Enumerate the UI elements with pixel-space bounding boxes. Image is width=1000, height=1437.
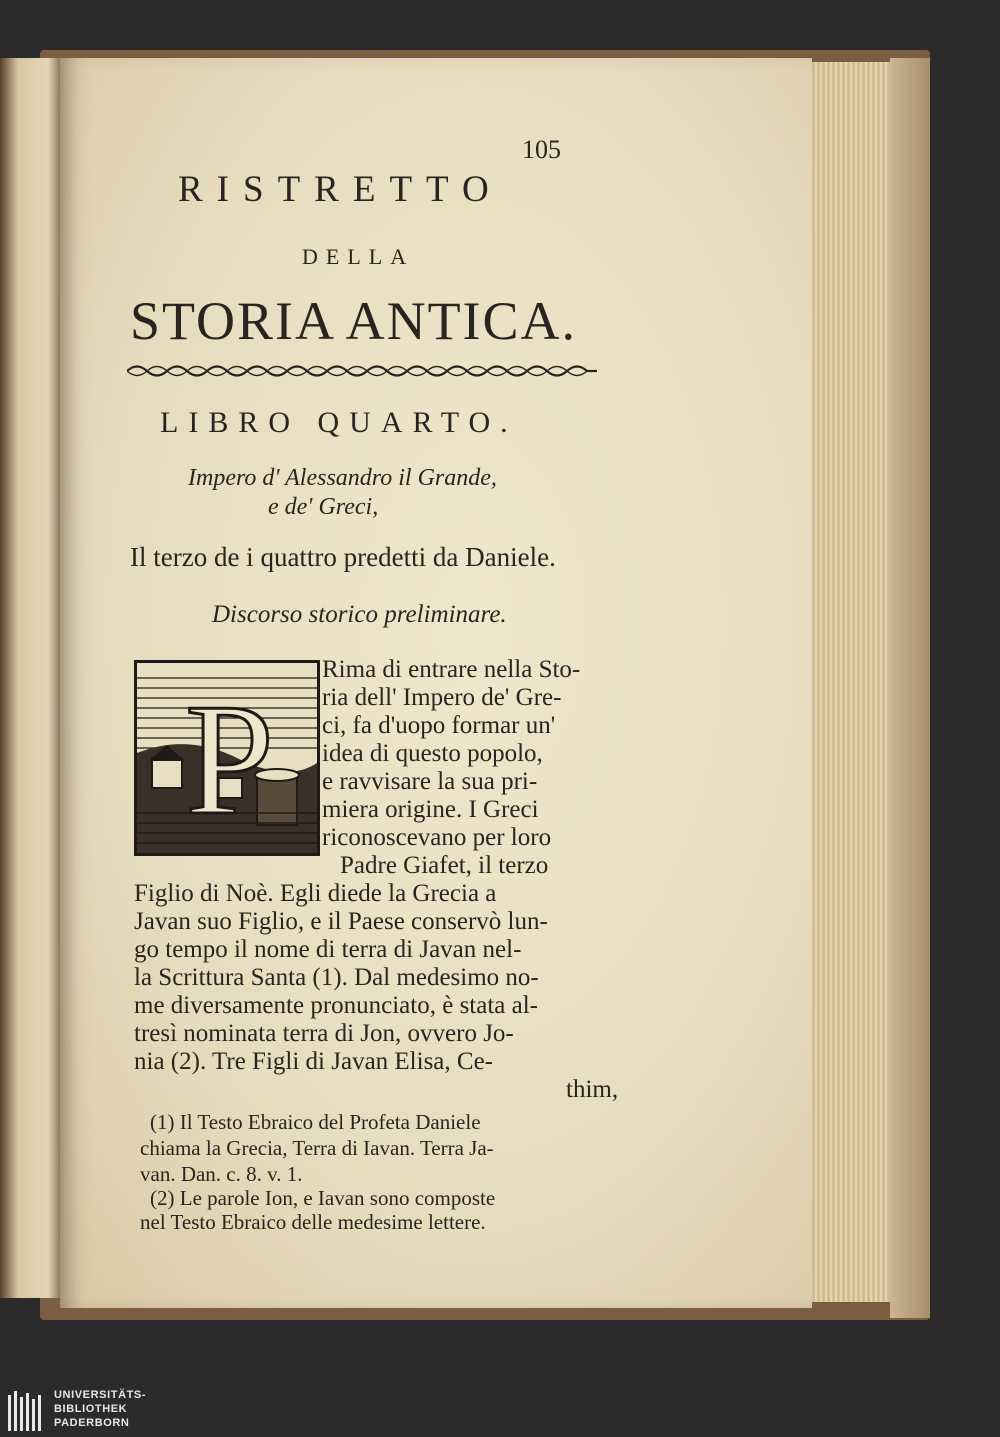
- body-text-line: ci, fa d'uopo formar un': [322, 712, 556, 739]
- body-text-line: go tempo il nome di terra di Javan nel-: [134, 936, 522, 963]
- body-text-line: ria dell' Impero de' Gre-: [322, 684, 562, 711]
- body-text-line: nia (2). Tre Figli di Javan Elisa, Ce-: [134, 1048, 493, 1075]
- body-text-line: Padre Giafet, il terzo: [340, 852, 549, 879]
- subtitle-line: e de' Greci,: [268, 494, 379, 520]
- footer-bar: [0, 1385, 1000, 1437]
- footnote-line: van. Dan. c. 8. v. 1.: [140, 1162, 303, 1186]
- body-text-line: la Scrittura Santa (1). Dal medesimo no-: [134, 964, 539, 991]
- main-title: STORIA ANTICA.: [130, 291, 578, 351]
- library-name-line: UNIVERSITÄTS-: [54, 1389, 147, 1401]
- body-text-line: Javan suo Figlio, e il Paese conservò lun-: [134, 908, 548, 935]
- body-text-line: thim,: [566, 1076, 619, 1103]
- body-text-line: idea di questo popolo,: [322, 740, 543, 767]
- body-text-line: Rima di entrare nella Sto-: [322, 656, 581, 683]
- page-edges: [805, 62, 895, 1302]
- running-title: RISTRETTO: [178, 169, 503, 210]
- footnote-line: chiama la Grecia, Terra di Iavan. Terra Ja-: [140, 1136, 494, 1160]
- library-logo-icon: [6, 1389, 48, 1433]
- section-heading: Discorso storico preliminare.: [212, 601, 507, 628]
- ornament-rule: [127, 362, 597, 380]
- footnote-line: (2) Le parole Ion, e Iavan sono composte: [150, 1186, 496, 1210]
- page-number: 105: [522, 135, 561, 164]
- subtitle-line: Il terzo de i quattro predetti da Daniele.: [130, 542, 556, 572]
- body-text-line: Figlio di Noè. Egli diede la Grecia a: [134, 880, 497, 907]
- woodcut-illustration: [137, 663, 317, 853]
- drop-cap-woodcut: [134, 660, 320, 856]
- sub-title: DELLA: [302, 244, 415, 269]
- subtitle-line: Impero d' Alessandro il Grande,: [188, 465, 497, 491]
- drop-cap-letter: P: [185, 670, 274, 848]
- footnote-line: nel Testo Ebraico delle medesime lettere.: [140, 1210, 486, 1234]
- body-text-line: e ravvisare la sua pri-: [322, 768, 538, 795]
- left-page-edge: [0, 58, 60, 1298]
- body-text-line: riconoscevano per loro: [322, 824, 552, 851]
- body-text-line: miera origine. I Greci: [322, 796, 539, 823]
- library-name-line: PADERBORN: [54, 1417, 130, 1429]
- body-text-line: tresì nominata terra di Jon, ovvero Jo-: [134, 1020, 514, 1047]
- footnote-line: (1) Il Testo Ebraico del Profeta Daniele: [150, 1110, 481, 1134]
- body-text-line: me diversamente pronunciato, è stata al-: [134, 992, 539, 1019]
- book-title: LIBRO QUARTO.: [160, 406, 518, 439]
- library-name-line: BIBLIOTHEK: [54, 1403, 128, 1415]
- cover-edge: [890, 58, 930, 1318]
